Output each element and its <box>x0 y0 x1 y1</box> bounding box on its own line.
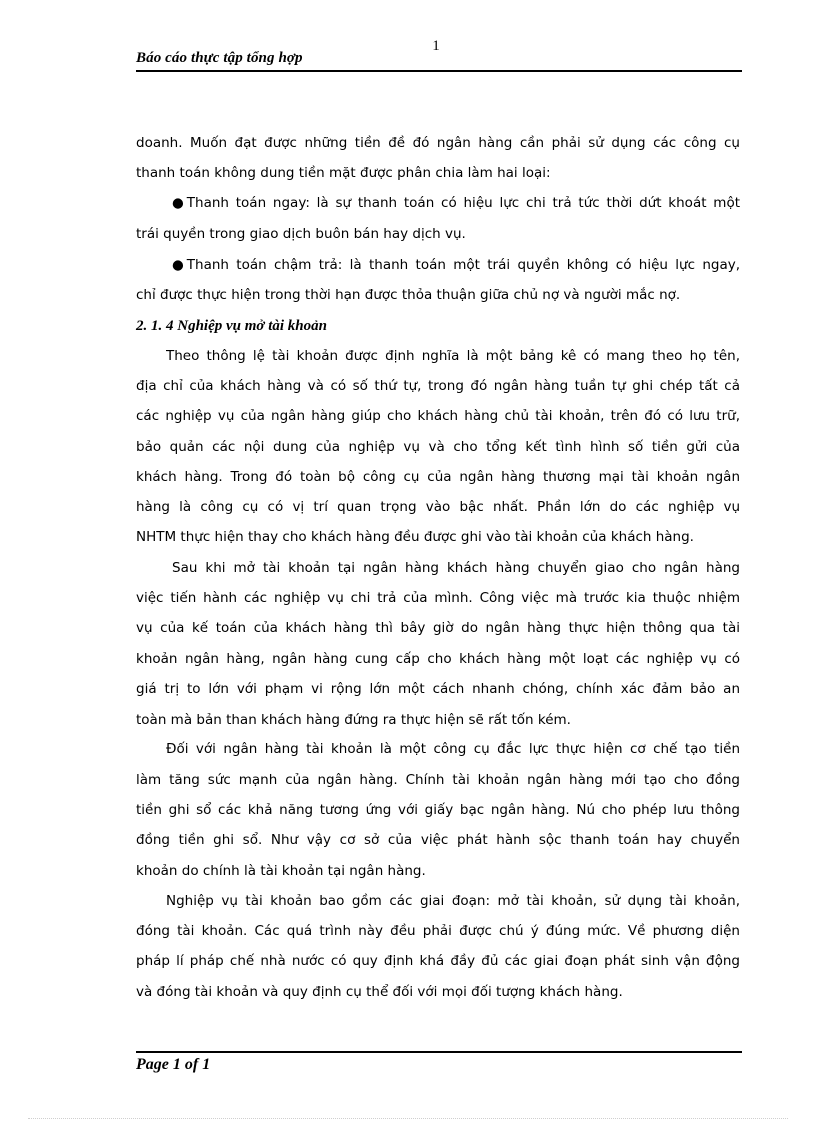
paragraph-line: chỉ được thực hiện trong thời hạn được thỏa thuận giữa chủ nợ và người mắc nợ. <box>136 287 681 303</box>
paragraph-line: Sau khi mở tài khoản tại ngân hàng khách hàng chuyển giao cho ngân hàng <box>172 560 740 576</box>
paragraph-line: địa chỉ của khách hàng và có số thứ tự, trong đó ngân hàng tuần tự ghi chép tất cả <box>136 378 740 394</box>
header-rule <box>136 70 742 72</box>
paragraph-line: việc tiến hành các nghiệp vụ chi trả của mình. Công việc mà trước kia thuộc nhiệm <box>136 590 740 606</box>
paragraph-line: khách hàng. Trong đó toàn bộ công cụ của ngân hàng thương mại tài khoản ngân <box>136 469 740 485</box>
header-title: Báo cáo thực tập tổng hợp <box>136 50 303 66</box>
paragraph-line: Đối với ngân hàng tài khoản là một công cụ đắc lực thực hiện cơ chế tạo tiền <box>166 741 740 757</box>
bullet-text: Thanh toán ngay: là sự thanh toán có hiệu lực chi trả tức thời dứt khoát một <box>186 195 740 211</box>
paragraph-line: toàn mà bản than khách hàng đứng ra thực hiện sẽ rất tốn kém. <box>136 712 571 728</box>
paragraph-line: khoản do chính là tài khoản tại ngân hàng. <box>136 863 426 879</box>
section-heading: 2. 1. 4 Nghiệp vụ mở tài khoản <box>136 318 327 334</box>
paragraph-line: các nghiệp vụ của ngân hàng giúp cho khách hàng chủ tài khoản, trên đó có lưu trữ, <box>136 408 740 424</box>
bullet-line <box>172 255 740 275</box>
paragraph-line: pháp lí pháp chế nhà nước có quy định khá đầy đủ các giai đoạn phát sinh vận động <box>136 953 740 969</box>
paragraph-line: và đóng tài khoản và quy định cụ thể đối với mọi đối tượng khách hàng. <box>136 984 623 1000</box>
footer-rule <box>136 1051 742 1053</box>
bullet-text: Thanh toán chậm trả: là thanh toán một trái quyền không có hiệu lực ngay, <box>186 257 740 273</box>
paragraph-line: tiền ghi sổ các khả năng tương ứng với giấy bạc ngân hàng. Nú cho phép lưu thông <box>136 802 740 818</box>
paragraph-line: trái quyền trong giao dịch buôn bán hay dịch vụ. <box>136 226 466 242</box>
paragraph-line: làm tăng sức mạnh của ngân hàng. Chính tài khoản ngân hàng mới tạo cho đồng <box>136 772 740 788</box>
bullet-icon: ● <box>172 257 184 273</box>
footer-page-label: Page 1 of 1 <box>136 1056 211 1073</box>
page-number: 1 <box>432 38 440 54</box>
bullet-line <box>172 193 740 213</box>
page-edge-divider <box>28 1118 788 1119</box>
bullet-icon: ● <box>172 195 184 211</box>
paragraph-line: khoản ngân hàng, ngân hàng cung cấp cho khách hàng một loạt các nghiệp vụ có <box>136 651 740 667</box>
paragraph-line: Theo thông lệ tài khoản được định nghĩa là một bảng kê có mang theo họ tên, <box>166 348 740 364</box>
paragraph-line: đóng tài khoản. Các quá trình này đều phải được chú ý đúng mức. Về phương diện <box>136 923 740 939</box>
paragraph-line: Nghiệp vụ tài khoản bao gồm các giai đoạn: mở tài khoản, sử dụng tài khoản, <box>166 893 740 909</box>
paragraph-line: giá trị to lớn với phạm vi rộng lớn một cách nhanh chóng, chính xác đảm bảo an <box>136 681 740 697</box>
paragraph-line: bảo quản các nội dung của nghiệp vụ và cho tổng kết tình hình số tiền gửi của <box>136 439 740 455</box>
paragraph-line: vụ của kế toán của khách hàng thì bây giờ do ngân hàng thực hiện thông qua tài <box>136 620 740 636</box>
paragraph-line: thanh toán không dung tiền mặt được phân chia làm hai loại: <box>136 165 551 181</box>
paragraph-line: đồng tiền ghi sổ. Như vậy cơ sở của việc phát hành sộc thanh toán hay chuyển <box>136 832 740 848</box>
paragraph-line: doanh. Muốn đạt được những tiền đề đó ngân hàng cần phải sử dụng các công cụ <box>136 135 740 151</box>
paragraph-line: NHTM thực hiện thay cho khách hàng đều được ghi vào tài khoản của khách hàng. <box>136 529 694 545</box>
paragraph-line: hàng là công cụ có vị trí quan trọng vào bậc nhất. Phần lớn do các nghiệp vụ <box>136 499 740 515</box>
